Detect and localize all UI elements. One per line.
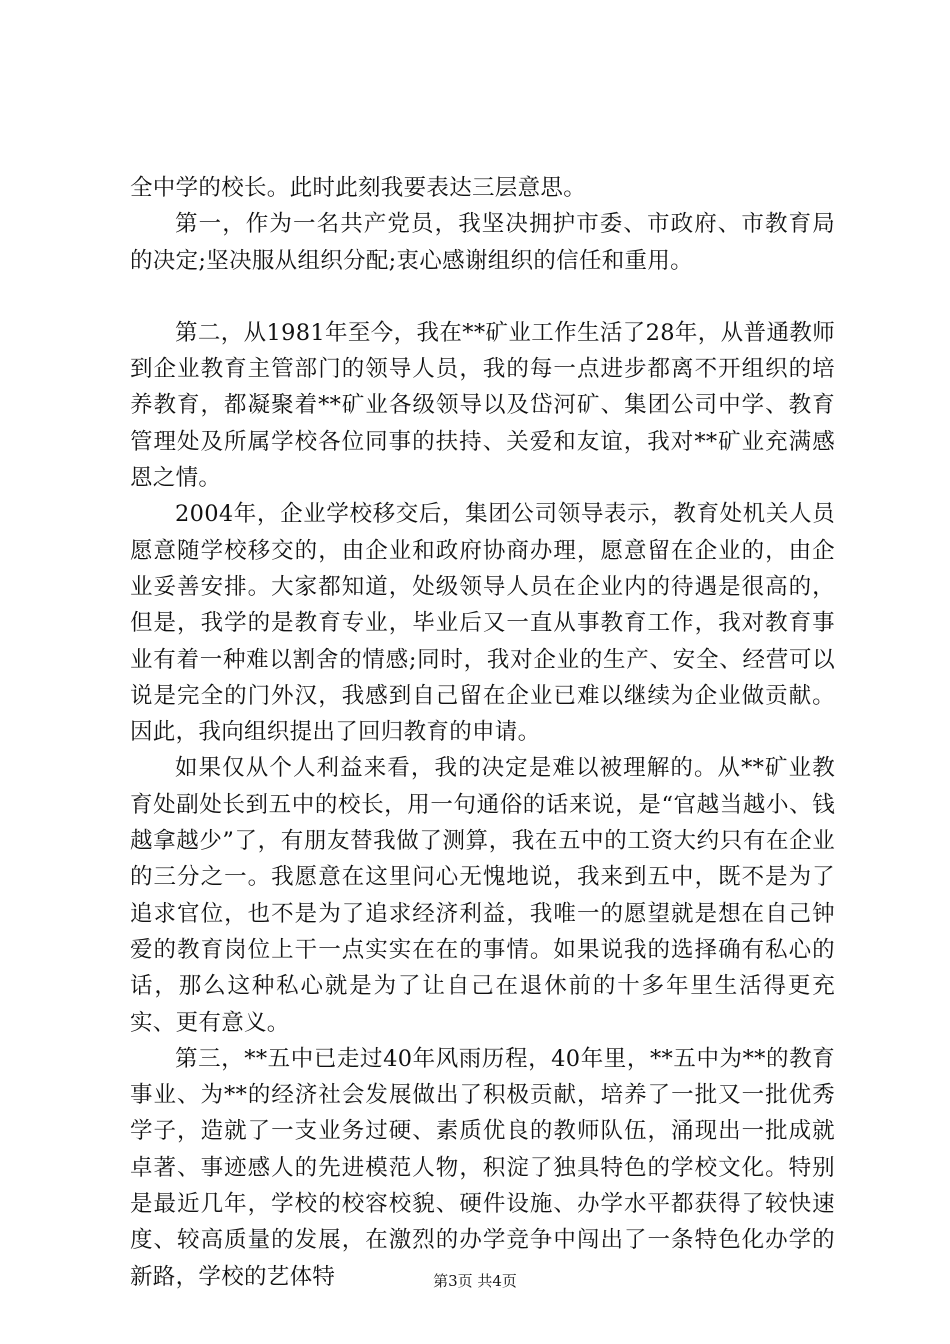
paragraph-4: 2004年，企业学校移交后，集团公司领导表示，教育处机关人员愿意随学校移交的，由企业和政府协商办理，愿意留在企业的，由企业妥善安排。大家都知道，处级领导人员在企业内的待遇是很高的，但是，我学的是教育专业，毕业后又一直从事教育工作，我对教育事业有着一种难以割舍的情感;同时，我对企业的生产、安全、经营可以说是完全的门外汉，我感到自己留在企业已难以继续为企业做贡献。因此，我向组织提出了回归教育的申请。 <box>130 501 835 746</box>
paragraph-2: 第一，作为一名共产党员，我坚决拥护市委、市政府、市教育局的决定;坚决服从组织分配;衷心感谢组织的信任和重用。 <box>130 211 835 274</box>
paragraph-gap <box>130 279 835 315</box>
paragraph-6: 第三，**五中已走过40年风雨历程，40年里，**五中为**的教育事业、为**的经济社会发展做出了积极贡献，培养了一批又一批优秀学子，造就了一支业务过硬、素质优良的教师队伍，涌现出一批成就卓著、事迹感人的先进模范人物，积淀了独具特色的学校文化。特别是最近几年，学校的校容校貌、硬件设施、办学水平都获得了较快速度、较高质量的发展，在激烈的办学竞争中闯出了一条特色化办学的新路，学校的艺体特 <box>130 1045 835 1290</box>
document-body <box>130 170 835 1295</box>
paragraph-5: 如果仅从个人利益来看，我的决定是难以被理解的。从**矿业教育处副处长到五中的校长，用一句通俗的话来说，是“官越当越小、钱越拿越少”了，有朋友替我做了测算，我在五中的工资大约只有在企业的三分之一。我愿意在这里问心无愧地说，我来到五中，既不是为了追求官位，也不是为了追求经济利益，我唯一的愿望就是想在自己钟爱的教育岗位上干一点实实在在的事情。如果说我的选择确有私心的话，那么这种私心就是为了让自己在退休前的十多年里生活得更充实、更有意义。 <box>130 755 835 1036</box>
paragraph-3: 第二，从1981年至今，我在**矿业工作生活了28年，从普通教师到企业教育主管部门的领导人员，我的每一点进步都离不开组织的培养教育，都凝聚着**矿业各级领导以及岱河矿、集团公司中学、教育管理处及所属学校各位同事的扶持、关爱和友谊，我对**矿业充满感恩之情。 <box>130 319 835 492</box>
page-footer: 第3页 共4页 <box>433 1272 517 1290</box>
paragraph-1: 全中学的校长。此时此刻我要表达三层意思。 <box>130 175 587 201</box>
